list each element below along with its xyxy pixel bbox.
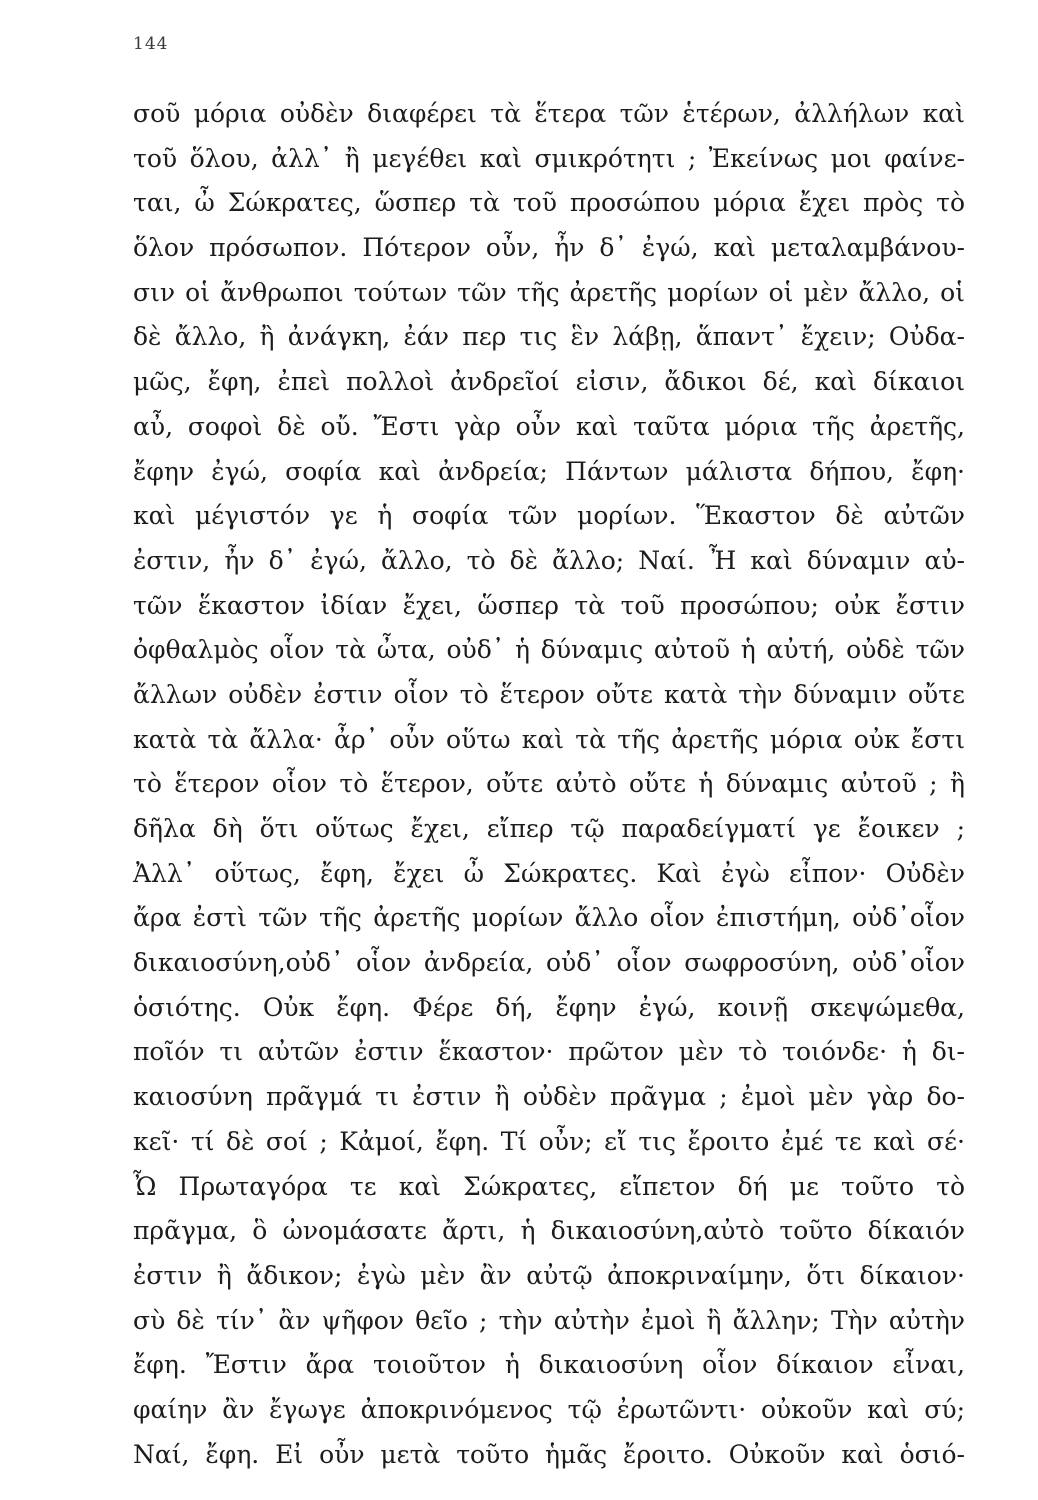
text-line: ἐστιν ἢ ἄδικον; ἐγὼ μὲν ἂν αὐτῷ ἀποκριναίμην, ὅτι δίκαιον· bbox=[133, 1260, 965, 1290]
text-line: Ναί, ἔφη. Εἰ οὖν μετὰ τοῦτο ἡμᾶς ἔροιτο. Οὐκοῦν καὶ ὁσιό- bbox=[133, 1439, 965, 1469]
text-line: καιοσύνη πρᾶγμά τι ἐστιν ἢ οὐδὲν πρᾶγμα ; ἐμοὶ μὲν γὰρ δο- bbox=[133, 1082, 965, 1112]
text-line: ἄλλων οὐδὲν ἐστιν οἷον τὸ ἕτερον οὔτε κατὰ τὴν δύναμιν οὔτε bbox=[133, 679, 965, 709]
text-line: δὲ ἄλλο, ἢ ἀνάγκη, ἐάν περ τις ἓν λάβῃ, ἅπαντ᾽ ἔχειν; Οὐδα- bbox=[133, 322, 965, 352]
text-line: φαίην ἂν ἔγωγε ἀποκρινόμενος τῷ ἐρωτῶντι· οὐκοῦν καὶ σύ; bbox=[133, 1394, 965, 1424]
text-line: ποῖόν τι αὐτῶν ἐστιν ἕκαστον· πρῶτον μὲν τὸ τοιόνδε· ἡ δι- bbox=[133, 1037, 965, 1067]
text-line: τοῦ ὅλου, ἀλλ᾽ ἢ μεγέθει καὶ σμικρότητι ; Ἐκείνως μοι φαίνε- bbox=[133, 143, 965, 173]
text-line: μῶς, ἔφη, ἐπεὶ πολλοὶ ἀνδρεῖοί εἰσιν, ἄδικοι δέ, καὶ δίκαιοι bbox=[133, 367, 965, 397]
text-line: δικαιοσύνη,οὐδ᾽ οἷον ἀνδρεία, οὐδ᾽ οἷον σωφροσύνη, οὐδ᾽οἷον bbox=[133, 948, 965, 978]
text-line: ἐστιν, ἦν δ᾽ ἐγώ, ἄλλο, τὸ δὲ ἄλλο; Ναί. Ἦ καὶ δύναμιν αὐ- bbox=[133, 545, 965, 575]
text-line: καὶ μέγιστόν γε ἡ σοφία τῶν μορίων. Ἕκαστον δὲ αὐτῶν bbox=[133, 501, 965, 531]
text-line: τῶν ἕκαστον ἰδίαν ἔχει, ὥσπερ τὰ τοῦ προσώπου; οὐκ ἔστιν bbox=[133, 590, 965, 620]
body-text bbox=[133, 92, 965, 1477]
text-line: ἄρα ἐστὶ τῶν τῆς ἀρετῆς μορίων ἄλλο οἷον ἐπιστήμη, οὐδ᾽οἷον bbox=[133, 903, 965, 933]
text-line: σοῦ μόρια οὐδὲν διαφέρει τὰ ἕτερα τῶν ἑτέρων, ἀλλήλων καὶ bbox=[133, 99, 965, 128]
text-line: πρᾶγμα, ὃ ὠνομάσατε ἄρτι, ἡ δικαιοσύνη,αὐτὸ τοῦτο δίκαιόν bbox=[133, 1216, 965, 1246]
text-line: Ὦ Πρωταγόρα τε καὶ Σώκρατες, εἴπετον δή με τοῦτο τὸ bbox=[133, 1171, 965, 1201]
text-line: Ἀλλ᾽ οὕτως, ἔφη, ἔχει ὦ Σώκρατες. Καὶ ἐγὼ εἶπον· Οὐδὲν bbox=[133, 858, 965, 888]
text-line: ἔφη. Ἔστιν ἄρα τοιοῦτον ἡ δικαιοσύνη οἷον δίκαιον εἶναι, bbox=[133, 1350, 965, 1380]
text-line: ται, ὦ Σώκρατες, ὥσπερ τὰ τοῦ προσώπου μόρια ἔχει πρὸς τὸ bbox=[133, 188, 965, 218]
text-line: ἔφην ἐγώ, σοφία καὶ ἀνδρεία; Πάντων μάλιστα δήπου, ἔφη· bbox=[133, 456, 965, 486]
text-line: κατὰ τὰ ἄλλα· ἆρ᾽ οὖν οὕτω καὶ τὰ τῆς ἀρετῆς μόρια οὐκ ἔστι bbox=[133, 724, 965, 754]
page-number: 144 bbox=[133, 34, 169, 54]
text-line: τὸ ἕτερον οἷον τὸ ἕτερον, οὔτε αὐτὸ οὔτε ἡ δύναμις αὐτοῦ ; ἢ bbox=[133, 769, 965, 799]
text-line: ὁσιότης. Οὐκ ἔφη. Φέρε δή, ἔφην ἐγώ, κοινῇ σκεψώμεθα, bbox=[133, 992, 965, 1022]
text-line: αὖ, σοφοὶ δὲ οὔ. Ἔστι γὰρ οὖν καὶ ταῦτα μόρια τῆς ἀρετῆς, bbox=[133, 411, 965, 441]
text-line: ὅλον πρόσωπον. Πότερον οὖν, ἦν δ᾽ ἐγώ, καὶ μεταλαμβάνου- bbox=[133, 233, 965, 263]
text-line: σιν οἱ ἄνθρωποι τούτων τῶν τῆς ἀρετῆς μορίων οἱ μὲν ἄλλο, οἱ bbox=[133, 277, 965, 307]
text-line: σὺ δὲ τίν᾽ ἂν ψῆφον θεῖο ; τὴν αὐτὴν ἐμοὶ ἢ ἄλλην; Τὴν αὐτὴν bbox=[133, 1305, 965, 1335]
text-line: ὀφθαλμὸς οἷον τὰ ὦτα, οὐδ᾽ ἡ δύναμις αὐτοῦ ἡ αὐτή, οὐδὲ τῶν bbox=[133, 635, 965, 665]
text-line: δῆλα δὴ ὅτι οὕτως ἔχει, εἴπερ τῷ παραδείγματί γε ἔοικεν ; bbox=[133, 814, 965, 843]
text-line: κεῖ· τί δὲ σοί ; Κἀμοί, ἔφη. Τί οὖν; εἴ τις ἔροιτο ἐμέ τε καὶ σέ· bbox=[133, 1126, 965, 1156]
